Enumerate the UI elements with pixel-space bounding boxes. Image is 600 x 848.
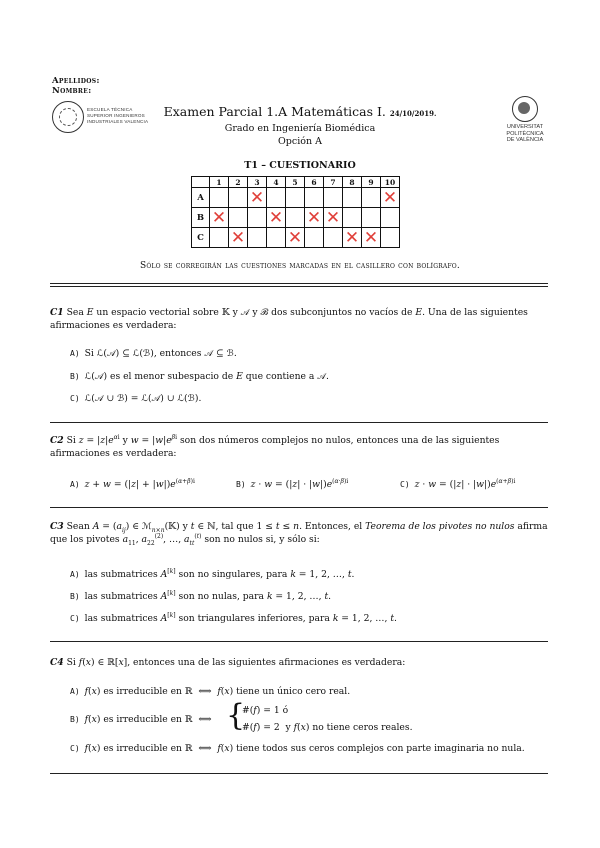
answer-cell[interactable] [305, 188, 324, 208]
answer-cell[interactable] [210, 228, 229, 248]
answer-cell[interactable] [324, 228, 343, 248]
upv-seal-icon [512, 96, 538, 122]
column-header: 9 [362, 177, 381, 188]
option-c2-c[interactable]: C) $z \cdot w = (|z| \cdot |w|)e^{(\alpha+\beta)i}$ [400, 477, 516, 490]
answer-cell[interactable] [267, 208, 286, 228]
cross-mark-icon: ✕ [306, 208, 322, 228]
option-c1-b[interactable]: B) ℒ(𝒜) es el menor subespacio de E que contiene a 𝒜. [70, 371, 329, 382]
row-label: A [192, 188, 210, 208]
answer-cell[interactable] [362, 208, 381, 228]
option-c4-a[interactable]: A) f(x) es irreducible en ℝ ⟺ f(x) tiene un único cero real. [70, 686, 351, 697]
column-header: 1 [210, 177, 229, 188]
column-header: 7 [324, 177, 343, 188]
answer-cell[interactable] [381, 188, 400, 208]
answer-cell[interactable] [381, 208, 400, 228]
answer-cell[interactable] [267, 228, 286, 248]
exam-date: 24/10/2019. [389, 109, 437, 118]
answer-cell[interactable] [286, 208, 305, 228]
option-c4-b-case1: #(f) = 1 ó [242, 705, 289, 716]
exam-title: Examen Parcial 1.A Matemáticas I. [163, 104, 386, 119]
answer-cell[interactable] [305, 228, 324, 248]
column-header: 6 [305, 177, 324, 188]
column-header: 3 [248, 177, 267, 188]
answer-cell[interactable] [210, 208, 229, 228]
cross-mark-icon: ✕ [211, 208, 227, 228]
option-c3-b[interactable]: B) las submatrices A[k] son no nulas, para k = 1, 2, …, t. [70, 589, 332, 602]
cross-mark-icon: ✕ [344, 228, 360, 248]
cross-mark-icon: ✕ [249, 188, 265, 208]
answer-cell[interactable] [229, 228, 248, 248]
exam-header [150, 104, 450, 148]
quiz-title: T1 – CUESTIONARIO [244, 160, 356, 171]
answer-cell[interactable] [210, 188, 229, 208]
option-c2-a[interactable]: A) $z + w = (|z| + |w|)e^{(\alpha+\beta)i}$ [70, 477, 195, 490]
upv-logo [490, 96, 560, 152]
answer-cell[interactable] [286, 228, 305, 248]
question-label: C1 [50, 307, 64, 318]
question-label: C2 [50, 435, 64, 446]
question-label: C3 [50, 521, 64, 532]
column-header: 4 [267, 177, 286, 188]
question-label: C4 [50, 657, 64, 668]
answer-grid [191, 176, 400, 248]
divider [50, 773, 548, 774]
option-c4-c[interactable]: C) f(x) es irreducible en ℝ ⟺ f(x) tiene todos sus ceros complejos con parte imaginaria no nula. [70, 743, 525, 754]
cross-mark-icon: ✕ [382, 188, 398, 208]
option-c1-a[interactable]: A) Si ℒ(𝒜) ⊆ ℒ(ℬ), entonces 𝒜 ⊆ ℬ. [70, 348, 237, 359]
row-label: C [192, 228, 210, 248]
answer-cell[interactable] [362, 188, 381, 208]
answer-cell[interactable] [267, 188, 286, 208]
answer-cell[interactable] [229, 208, 248, 228]
question-c4: C4 Si f(x) ∈ ℝ[x], entonces una de las siguientes afirmaciones es verdadera: [50, 657, 406, 668]
answer-cell[interactable] [324, 208, 343, 228]
column-header: 10 [381, 177, 400, 188]
answer-cell[interactable] [343, 228, 362, 248]
answer-cell[interactable] [343, 188, 362, 208]
cross-mark-icon: ✕ [325, 208, 341, 228]
row-label: B [192, 208, 210, 228]
option-c3-c[interactable]: C) las submatrices A[k] son triangulares inferiores, para k = 1, 2, …, t. [70, 611, 397, 624]
grid-instruction: Sólo se corregirán las cuestiones marcadas en el casillero con bolígrafo. [140, 261, 460, 271]
question-c3: C3 Sean $A = (a_{ij})$ ∈ ℳ$_{n\times n}$(𝕂) y t ∈ ℕ, tal que 1 ≤ t ≤ n. Entonces, el Teorema de los pivotes no nulos afirma que los pivotes $a_{11}$, $a_{22}^{(2)}$, …, $a_{tt}^{(t)}$ son no nulos si, y sólo si: [50, 521, 548, 547]
exam-option: Opción A [278, 136, 322, 147]
answer-cell[interactable] [324, 188, 343, 208]
cross-mark-icon: ✕ [363, 228, 379, 248]
answer-cell[interactable] [362, 228, 381, 248]
cross-mark-icon: ✕ [287, 228, 303, 248]
option-c4-b-case2: #(f) = 2 y f(x) no tiene ceros reales. [242, 722, 413, 733]
answer-cell[interactable] [248, 208, 267, 228]
column-header: 8 [343, 177, 362, 188]
upv-logo-text: UNIVERSITAT POLITÈCNICA DE VALÈNCIA [506, 124, 544, 144]
name-label: Nombre: [52, 86, 92, 96]
divider [50, 283, 548, 284]
grid-corner [192, 177, 210, 188]
question-c1: C1 Sea E un espacio vectorial sobre 𝕂 y 𝒜 y ℬ dos subconjuntos no vacíos de E. Una de las siguientes afirmaciones es verdadera: [50, 307, 528, 331]
cross-mark-icon: ✕ [268, 208, 284, 228]
etsii-logo-text: ESCUELA TÉCNICA SUPERIOR INGENIEROS INDUSTRIALES VALENCIA [87, 107, 149, 124]
option-c4-b[interactable]: B) f(x) es irreducible en ℝ ⟺ [70, 714, 212, 725]
divider [50, 286, 548, 287]
answer-cell[interactable] [343, 208, 362, 228]
etsii-seal-icon [52, 101, 84, 133]
etsii-logo [52, 101, 149, 135]
answer-cell[interactable] [248, 228, 267, 248]
column-header: 5 [286, 177, 305, 188]
option-c2-b[interactable]: B) $z \cdot w = (|z| \cdot |w|)e^{(\alpha\cdot\beta)i}$ [236, 477, 349, 490]
divider [50, 641, 548, 642]
answer-cell[interactable] [229, 188, 248, 208]
answer-cell[interactable] [305, 208, 324, 228]
cross-mark-icon: ✕ [230, 228, 246, 248]
option-c1-c[interactable]: C) ℒ(𝒜 ∪ ℬ) = ℒ(𝒜) ∪ ℒ(ℬ). [70, 393, 202, 404]
divider [50, 422, 548, 423]
question-c2: C2 Si $z = |z|e^{\alpha i}$ y $w = |w|e^{\beta i}$ son dos números complejos no nulos, entonces una de las siguientes afirmaciones es verdadera: [50, 433, 500, 459]
answer-cell[interactable] [248, 188, 267, 208]
column-header: 2 [229, 177, 248, 188]
identity-block [52, 76, 100, 96]
answer-cell[interactable] [286, 188, 305, 208]
divider [50, 507, 548, 508]
exam-degree: Grado en Ingeniería Biomédica [224, 123, 376, 134]
answer-cell[interactable] [381, 228, 400, 248]
surname-label: Apellidos: [52, 76, 100, 86]
option-c3-a[interactable]: A) las submatrices A[k] son no singulares, para k = 1, 2, …, t. [70, 567, 355, 580]
brace-icon: { [226, 698, 246, 733]
